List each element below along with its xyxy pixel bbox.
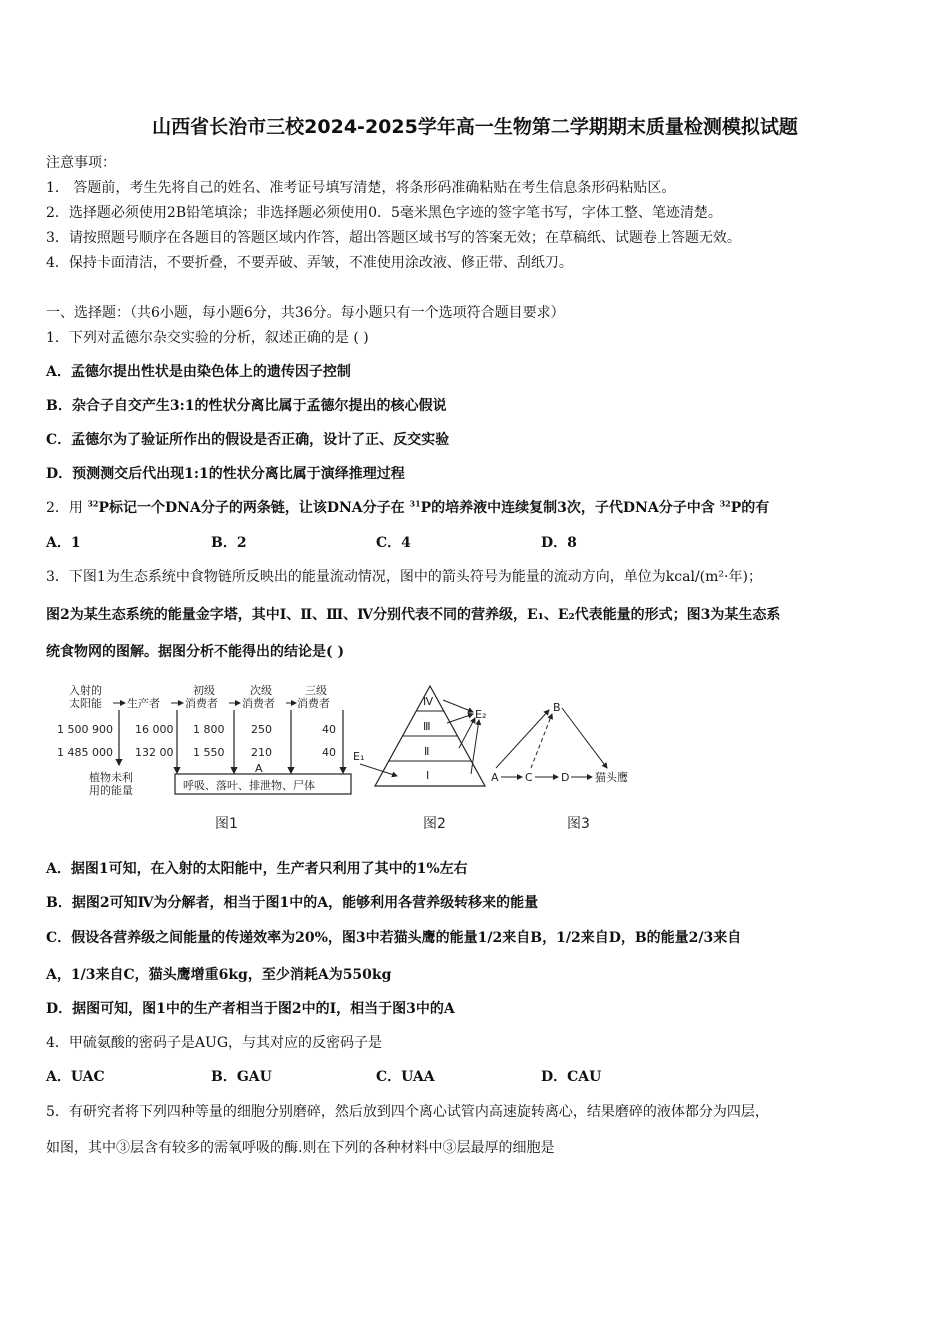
fig3-caption: 图3 — [567, 816, 590, 832]
q2-option-d: D．8 — [541, 535, 577, 551]
fig1-value: 40 — [322, 746, 336, 759]
q3-option-c-cont: A，1/3来自C，猫头鹰增重6kg，至少消耗A为550kg — [46, 967, 392, 983]
fig2-level: Ⅰ — [426, 769, 430, 782]
q4-option-d: D．CAU — [541, 1069, 602, 1085]
q3-option-d: D．据图可知，图1中的生产者相当于图2中的Ⅰ，相当于图3中的A — [46, 1001, 455, 1017]
fig1-energy-flow — [57, 683, 351, 832]
q2-stem: 2．用 $^{32}$P标记一个DNA分子的两条链，让该DNA分子在 $^{31}$P的培养液中连续复制3次，子代DNA分子中含 $^{32}$P的有 — [46, 498, 770, 516]
q3-stem-line: 图2为某生态系统的能量金字塔，其中Ⅰ、Ⅱ、Ⅲ、Ⅳ分别代表不同的营养级，E₁、E₂代表能量的形式；图3为某生态系 — [46, 607, 781, 623]
fig1-unused-label: 植物未利 — [89, 771, 133, 784]
fig1-secondary-label: 消费者 — [242, 697, 275, 710]
q1-stem: 1．下列对孟德尔杂交实验的分析，叙述正确的是 ( ) — [46, 330, 369, 346]
fig1-value: 1 500 900 — [57, 723, 113, 736]
fig1-tertiary-label: 消费者 — [297, 697, 330, 710]
q4-options — [46, 1066, 706, 1086]
fig1-caption: 图1 — [215, 816, 238, 832]
q1-option-a: A．孟德尔提出性状是由染色体上的遗传因子控制 — [46, 364, 351, 380]
q4-option-b: B．GAU — [211, 1069, 272, 1085]
q1-option-c: C．孟德尔为了验证所作出的假设是否正确，设计了正、反交实验 — [46, 432, 450, 448]
fig2-level: Ⅲ — [423, 720, 431, 733]
fig2-level: Ⅳ — [423, 695, 434, 708]
fig1-secondary-label: 次级 — [250, 684, 272, 697]
q1-option-d: D．预测测交后代出现1:1的性状分离比属于演绎推理过程 — [46, 466, 405, 482]
fig3-node: C — [525, 771, 533, 784]
q2-option-b: B．2 — [211, 535, 247, 551]
q3-stem-line: 3．下图1为生态系统中食物链所反映出的能量流动情况，图中的箭头符号为能量的流动方向，单位为kcal/(m²·年)； — [46, 569, 762, 585]
q2-options — [46, 532, 706, 552]
fig1-value: 16 000 — [135, 723, 174, 736]
fig1-sun-label: 入射的 — [69, 684, 102, 697]
fig1-a-label: A — [255, 762, 263, 775]
fig1-box-label: 呼吸、落叶、排泄物、尸体 — [183, 779, 315, 792]
fig1-value: 250 — [251, 723, 272, 736]
q5-stem-line: 5．有研究者将下列四种等量的细胞分别磨碎，然后放到四个离心试管内高速旋转离心，结果磨碎的液体都分为四层， — [46, 1104, 769, 1120]
fig1-primary-label: 消费者 — [185, 697, 218, 710]
fig3-food-web — [491, 701, 628, 832]
q4-stem: 4．甲硫氨酸的密码子是AUG，与其对应的反密码子是 — [46, 1035, 382, 1051]
notice-item: 3．请按照题号顺序在各题目的答题区域内作答，超出答题区域书写的答案无效；在草稿纸、试题卷上答题无效。 — [46, 230, 741, 246]
q5-stem-line: 如图，其中③层含有较多的需氧呼吸的酶.则在下列的各种材料中③层最厚的细胞是 — [46, 1140, 555, 1156]
fig1-sun-label: 太阳能 — [69, 697, 102, 710]
fig1-primary-label: 初级 — [193, 684, 215, 697]
fig3-node: A — [491, 771, 499, 784]
fig2-level: Ⅱ — [424, 745, 430, 758]
fig1-tertiary-label: 三级 — [305, 684, 327, 697]
fig1-producer-label: 生产者 — [127, 697, 160, 710]
q3-option-c: C．假设各营养级之间能量的传递效率为20%，图3中若猫头鹰的能量1/2来自B，1/2来自D，B的能量2/3来自 — [46, 930, 742, 946]
q2-option-c: C．4 — [376, 535, 411, 551]
q4-option-c: C．UAA — [376, 1069, 435, 1085]
fig1-value: 1 550 — [193, 746, 225, 759]
fig1-unused-label: 用的能量 — [89, 784, 133, 797]
q4-option-a: A．UAC — [46, 1069, 105, 1085]
fig1-value: 210 — [251, 746, 272, 759]
fig1-value: 1 485 000 — [57, 746, 113, 759]
fig1-value: 40 — [322, 723, 336, 736]
q3-figure — [55, 678, 655, 838]
q2-option-a: A．1 — [46, 535, 81, 551]
fig2-e2-label: E₂ — [475, 708, 487, 721]
notice-item: 1． 答题前，考生先将自己的姓名、准考证号填写清楚，将条形码准确粘贴在考生信息条形码粘贴区。 — [46, 180, 676, 196]
notice-heading: 注意事项： — [46, 155, 116, 171]
fig1-value: 132 00 — [135, 746, 174, 759]
q3-option-b: B．据图2可知Ⅳ为分解者，相当于图1中的A，能够利用各营养级转移来的能量 — [46, 895, 539, 911]
fig2-e1-label: E₁ — [353, 750, 365, 763]
fig2-pyramid — [353, 686, 486, 832]
fig2-caption: 图2 — [423, 816, 446, 832]
q3-stem-line: 统食物网的图解。据图分析不能得出的结论是( ) — [46, 644, 345, 660]
section-heading: 一、选择题：（共6小题，每小题6分，共36分。每小题只有一个选项符合题目要求） — [46, 305, 565, 321]
fig3-node: 猫头鹰 — [595, 771, 628, 784]
fig1-value: 1 800 — [193, 723, 225, 736]
q1-option-b: B．杂合子自交产生3:1的性状分离比属于孟德尔提出的核心假说 — [46, 398, 447, 414]
notice-item: 2．选择题必须使用2B铅笔填涂；非选择题必须使用0．5毫米黑色字迹的签字笔书写，字体工整、笔迹清楚。 — [46, 205, 722, 221]
fig3-node: B — [553, 701, 561, 714]
q3-option-a: A．据图1可知，在入射的太阳能中，生产者只利用了其中的1%左右 — [46, 861, 468, 877]
fig3-node: D — [561, 771, 570, 784]
page-title: 山西省长治市三校2024-2025学年高一生物第二学期期末质量检测模拟试题 — [152, 116, 798, 138]
notice-item: 4．保持卡面清洁，不要折叠，不要弄破、弄皱，不准使用涂改液、修正带、刮纸刀。 — [46, 255, 573, 271]
